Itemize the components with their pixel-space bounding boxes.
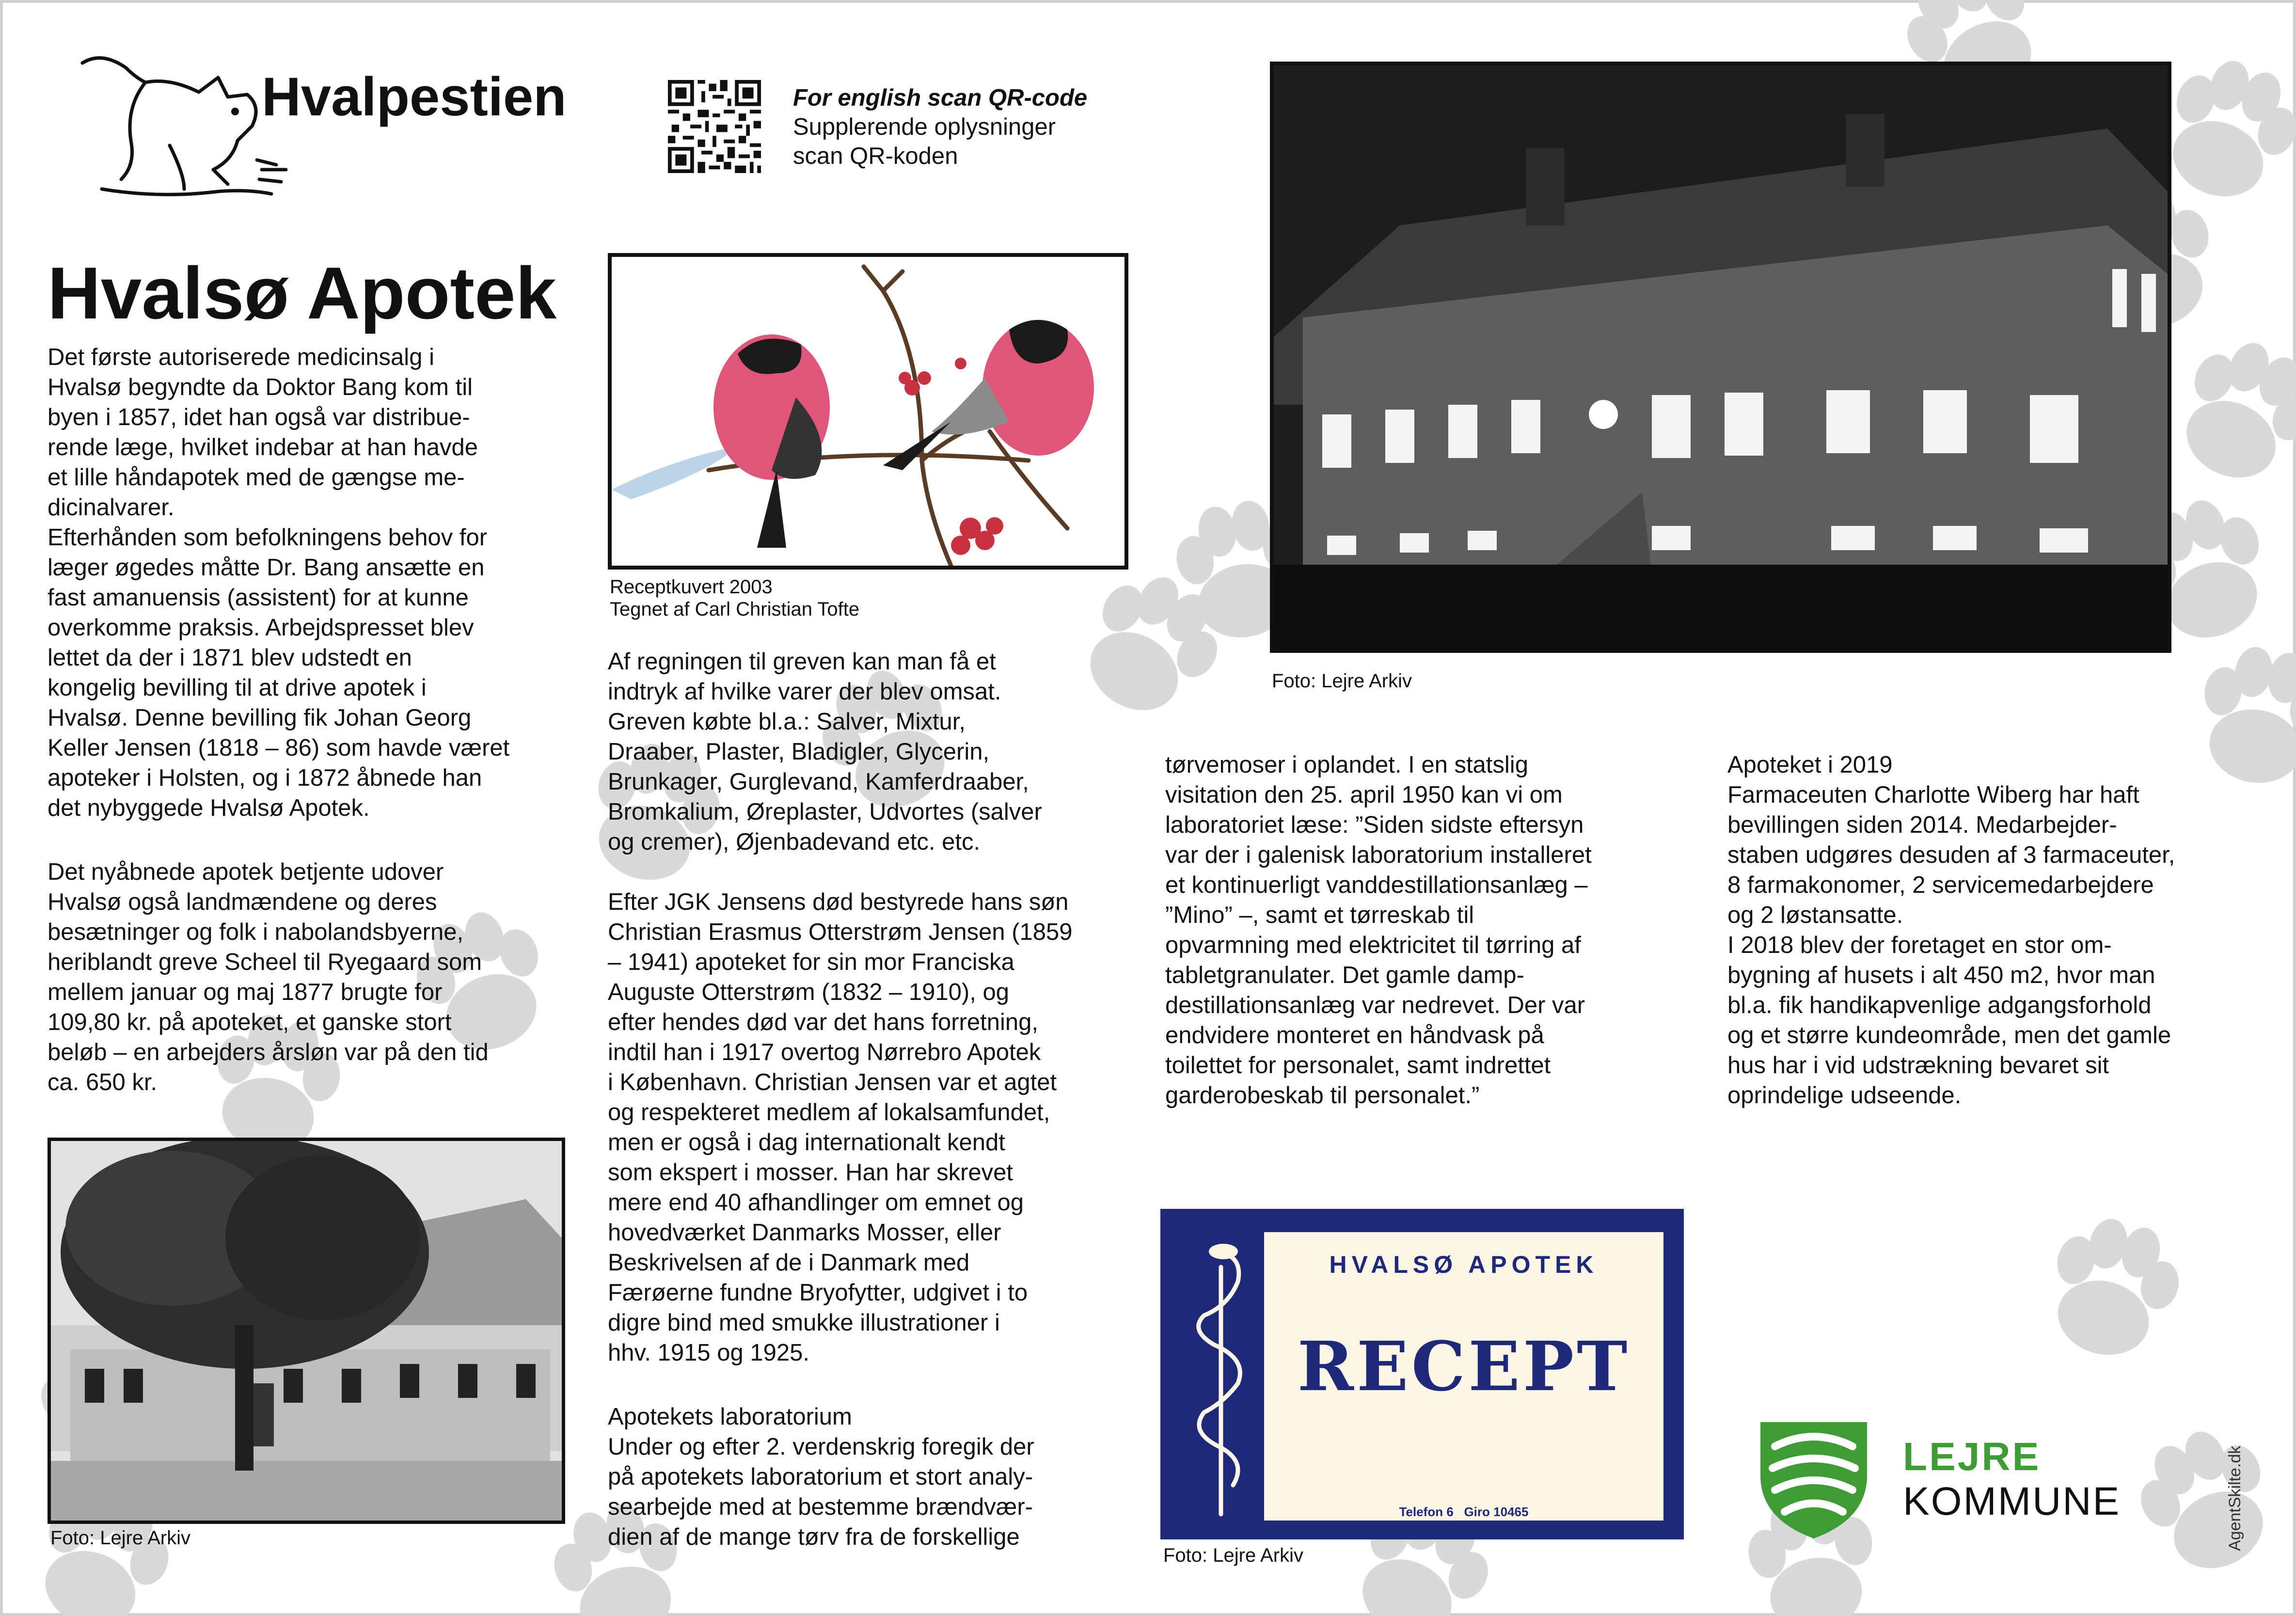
bullfinch-birds-illustration bbox=[612, 257, 1124, 566]
qr-code-icon[interactable] bbox=[668, 80, 761, 173]
second-paragraph: Det nyåbnede apotek betjente udover Hvalsø også landmændene og deres besætninger og folk i nabolandsbyerne, heriblandt greve Scheel til Ryegaard som mellem januar og maj 1877 brugte for 109,80 kr. på apoteket, et ganske stort beløb – en arbejders årsløn var på den tid ca. 650 kr. bbox=[48, 859, 489, 1095]
old-pharmacy-photo bbox=[48, 1138, 565, 1524]
recept-label-image bbox=[1160, 1209, 1684, 1539]
intro-paragraph: Det første autoriserede medicinsalg i Hvalsø begyndte da Doktor Bang kom til byen i 1857, idet han også var distribue- rende læge, hvilket indebar at han havde et lille håndapotek med de gængse me- dicinalvarer. Efterhånden som befolkningens behov for læger øgedes måtte Dr. Bang ansætte en fast amanuensis (assistent) for at kunne overkomme praksis. Arbejdspresset blev lettet da der i 1871 blev udstedt en kongelig bevilling til at drive apotek i Hvalsø. Denne bevilling fik Johan Georg Keller Jensen (1818 – 86) som havde været apoteker i Holsten, og i 1872 åbnede han det nybyggede Hvalsø Apotek. bbox=[48, 344, 510, 821]
qr-danish-text-1: Supplerende oplysninger bbox=[793, 114, 1056, 140]
sign-maker-credit: AgentSkilte.dk bbox=[2226, 1445, 2244, 1551]
old-photo-caption: Foto: Lejre Arkiv bbox=[50, 1527, 191, 1549]
qr-english-text: For english scan QR-code bbox=[793, 85, 1088, 111]
label-caption: Foto: Lejre Arkiv bbox=[1163, 1545, 1304, 1566]
lejre-kommune-shield-icon bbox=[1756, 1417, 1872, 1541]
qr-danish-text-2: scan QR-koden bbox=[793, 143, 958, 169]
pharmacy-night-illustration bbox=[1274, 65, 2168, 649]
old-pharmacy-illustration bbox=[51, 1141, 562, 1521]
invoice-paragraph: Af regningen til greven kan man få et indtryk af hvilke varer der blev omsat. Greven købte bl.a.: Salver, Mixtur, Draaber, Plaster, Bladigler, Glycerin, Brunkager, Gurglevand, Kamferdraaber, Bromkalium, Øreplaster, Udvortes (salver og cremer), Øjenbadevand etc. etc. bbox=[608, 649, 1042, 855]
night-photo-caption: Foto: Lejre Arkiv bbox=[1272, 670, 1412, 692]
receipt-envelope-illustration bbox=[608, 253, 1128, 570]
label-phone-giro: Telefon 6 Giro 10465 bbox=[1399, 1505, 1529, 1519]
pharmacy-night-photo bbox=[1270, 62, 2171, 653]
label-recept-word: RECEPT bbox=[1297, 1327, 1631, 1407]
inspection-paragraph: tørvemoser i oplandet. I en statslig visitation den 25. april 1950 kan vi om laboratoriet læse: ”Siden sidste eftersyn var der i galenisk laboratorium installeret et kontinuerligt vanddestillationsanlæg – ”Mino” –, samt et tørreskab til opvarmning med elektricitet til tørring af tabletgranulater. Det gamle damp- destillationsanlæg var nedrevet. Der var endvidere monteret en håndvask på toilettet for personalet, samt indrettet garderobeskab til personalet.” bbox=[1165, 752, 1592, 1109]
municipality-name-line2: KOMMUNE bbox=[1903, 1479, 2121, 1523]
caduceus-snake-icon bbox=[1185, 1238, 1257, 1519]
trail-name: Hvalpestien bbox=[262, 66, 567, 127]
illustration-caption: Receptkuvert 2003 Tegnet af Carl Christian Tofte bbox=[610, 576, 860, 620]
municipality-name-line1: LEJRE bbox=[1903, 1435, 2041, 1479]
jensen-paragraph: Efter JGK Jensens død bestyrede hans søn Christian Erasmus Otterstrøm Jensen (1859 – 1941) apoteket for sin mor Franciska Auguste Otterstrøm (1832 – 1910), og efter hendes død var det hans forretning, indtil han i 1917 overtog Nørrebro Apotek i København. Christian Jensen var et agtet og respekteret medlem af lokalsamfundet, men er også i dag internationalt kendt som ekspert i mosser. Han har skrevet mere end 40 afhandlinger om emnet og hovedværket Danmarks Mosser, eller Beskrivelsen af de i Danmark med Færøerne fundne Bryofytter, udgivet i to digre bind med smukke illustrationer i hhv. 1915 og 1925. bbox=[608, 889, 1073, 1366]
pharmacy-2019-paragraph: Apoteket i 2019 Farmaceuten Charlotte Wiberg har haft bevillingen siden 2014. Medarbejder- staben udgøres desuden af 3 farmaceuter, 8 farmakonomer, 2 servicemedarbejdere og 2 løstansatte. I 2018 blev der foretaget en stor om- bygning af husets i alt 450 m2, hvor man bl.a. fik handikapvenlige adgangsforhold og et større kundeområde, men det gamle hus har i vid udstrækning bevaret sit oprindelige udseende. bbox=[1727, 752, 2175, 1109]
label-pharmacy-name: HVALSØ APOTEK bbox=[1329, 1251, 1599, 1278]
laboratory-paragraph: Apotekets laboratorium Under og efter 2. verdenskrig foregik der på apotekets laboratorium et stort analy- searbejde med at bestemme brændvær- dien af de mange tørv fra de forskellige bbox=[608, 1404, 1034, 1550]
page-title: Hvalsø Apotek bbox=[48, 252, 557, 334]
